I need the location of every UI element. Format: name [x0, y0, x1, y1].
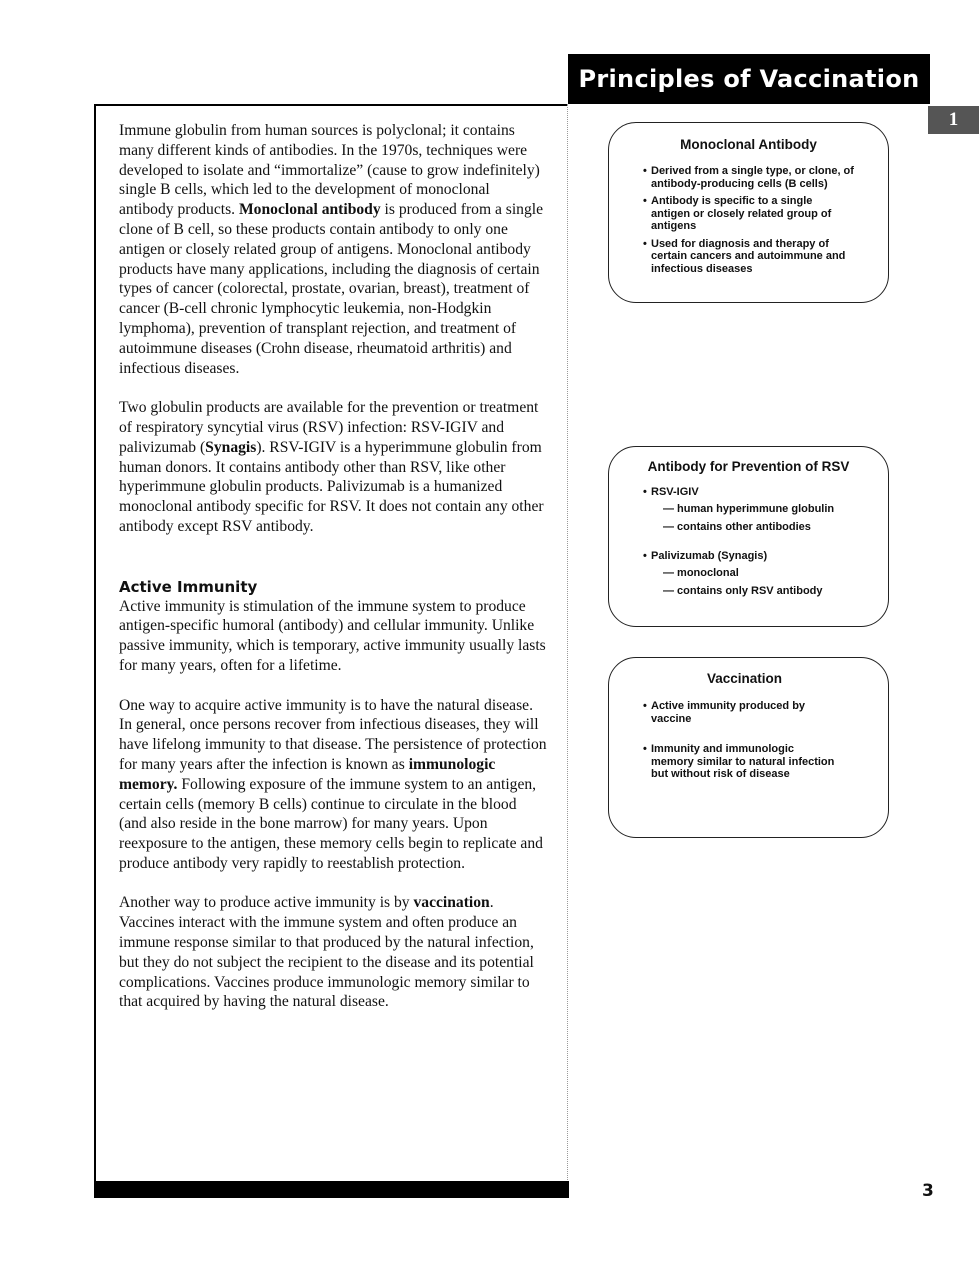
- chapter-tab: 1: [928, 106, 979, 134]
- slide-bullet: • Derived from a single type, or clone, of antibody-producing cells (B cells): [651, 165, 854, 190]
- heading-active-immunity: Active Immunity: [119, 577, 258, 596]
- slide-title: Antibody for Prevention of RSV: [647, 459, 850, 474]
- term-monoclonal-antibody: Monoclonal antibody: [238, 201, 381, 219]
- slide-bullet: • Palivizumab (Synagis): [651, 549, 868, 564]
- slide-bullet: • Immunity and immunologic memory similar to natural infection but without risk of disease: [651, 743, 838, 781]
- paragraph-rsv: Two globulin products are available for the prevention or treatment of respiratory syncytial virus (RSV) infection: RSV-IGIV and palivizumab (Synagis). RSV-IGIV is a hyperimmune globulin from human donors. It contains antibody other than RSV, like other hyperimmune globulin products. Palivizumab is a humanized monoclonal antibody specific for RSV. It does not contain any other antibody except RSV antibody.: [119, 399, 544, 535]
- slide-vaccination: [608, 657, 889, 838]
- slide-bullet: • Used for diagnosis and therapy of certain cancers and autoimmune and infectious diseases: [651, 238, 854, 276]
- slide-title: Monoclonal Antibody: [680, 137, 817, 152]
- slide-monoclonal-antibody: [608, 122, 889, 303]
- term-immunologic-memory: immunologic memory.: [119, 755, 496, 793]
- paragraph-vaccination: Another way to produce active immunity is by vaccination. Vaccines interact with the immune system and often produce an immune response similar to that produced by the natural infection, but they do not subject the recipient to the disease and its potential complications. Vaccines produce immunologic memory similar to that acquired by having the natural disease.: [119, 894, 534, 1011]
- slide-sub-item: — contains other antibodies: [663, 521, 811, 533]
- body-text: [119, 121, 547, 1032]
- slide-bullet: • RSV-IGIV: [651, 485, 868, 500]
- term-synagis: Synagis: [205, 438, 257, 456]
- slide-sub-item: — monoclonal: [663, 567, 739, 579]
- slide-rsv-antibody: [608, 446, 889, 627]
- bottom-bar: [94, 1181, 569, 1198]
- paragraph-active-immunity: Active immunity is stimulation of the immune system to produce antigen-specific humoral (antibody) and cellular immunity. Unlike passive immunity, which is temporary, active immunity usually lasts for many years, often for a lifetime.: [119, 597, 546, 674]
- slide-sub-item: — contains only RSV antibody: [663, 585, 823, 597]
- page-title: Principles of Vaccination: [568, 54, 930, 104]
- column-divider: [567, 104, 568, 1184]
- slide-sub-item: — human hyperimmune globulin: [663, 503, 835, 515]
- page-number: 3: [922, 1181, 934, 1201]
- paragraph-monoclonal: Immune globulin from human sources is polyclonal; it contains many different kinds of antibodies. In the 1970s, techniques were developed to isolate and “immortalize” (cause to grow indefinitely) single B cells, which led to the development of monoclonal antibody products. Monoclonal antibody is produced from a single clone of B cell, so these products contain antibody to only one antigen or closely related group of antigens. Monoclonal antibody products have many applications, including the diagnosis of certain types of cancer (colorectal, prostate, ovarian, breast), treatment of cancer (B-cell chronic lymphocytic leukemia, non-Hodgkin lymphoma), prevention of transplant rejection, and treatment of autoimmune diseases (Crohn disease, rheumatoid arthritis) and infectious diseases.: [119, 122, 544, 377]
- paragraph-natural-disease: One way to acquire active immunity is to have the natural disease. In general, once persons recover from infectious diseases, they will have lifelong immunity to that disease. The persistence of protection for many years after the infection is known as immunologic memory. Following exposure of the immune system to an antigen, certain cells (memory B cells) continue to circulate in the blood (and also reside in the bone marrow) for many years. Upon reexposure to the antigen, these memory cells begin to replicate and produce antibody very rapidly to reestablish protection.: [119, 696, 547, 872]
- slide-bullet: • Antibody is specific to a single antigen or closely related group of antigens: [651, 195, 854, 233]
- slide-bullet: • Active immunity produced by vaccine: [651, 700, 838, 725]
- term-vaccination: vaccination: [413, 894, 490, 912]
- slide-title: Vaccination: [706, 671, 783, 686]
